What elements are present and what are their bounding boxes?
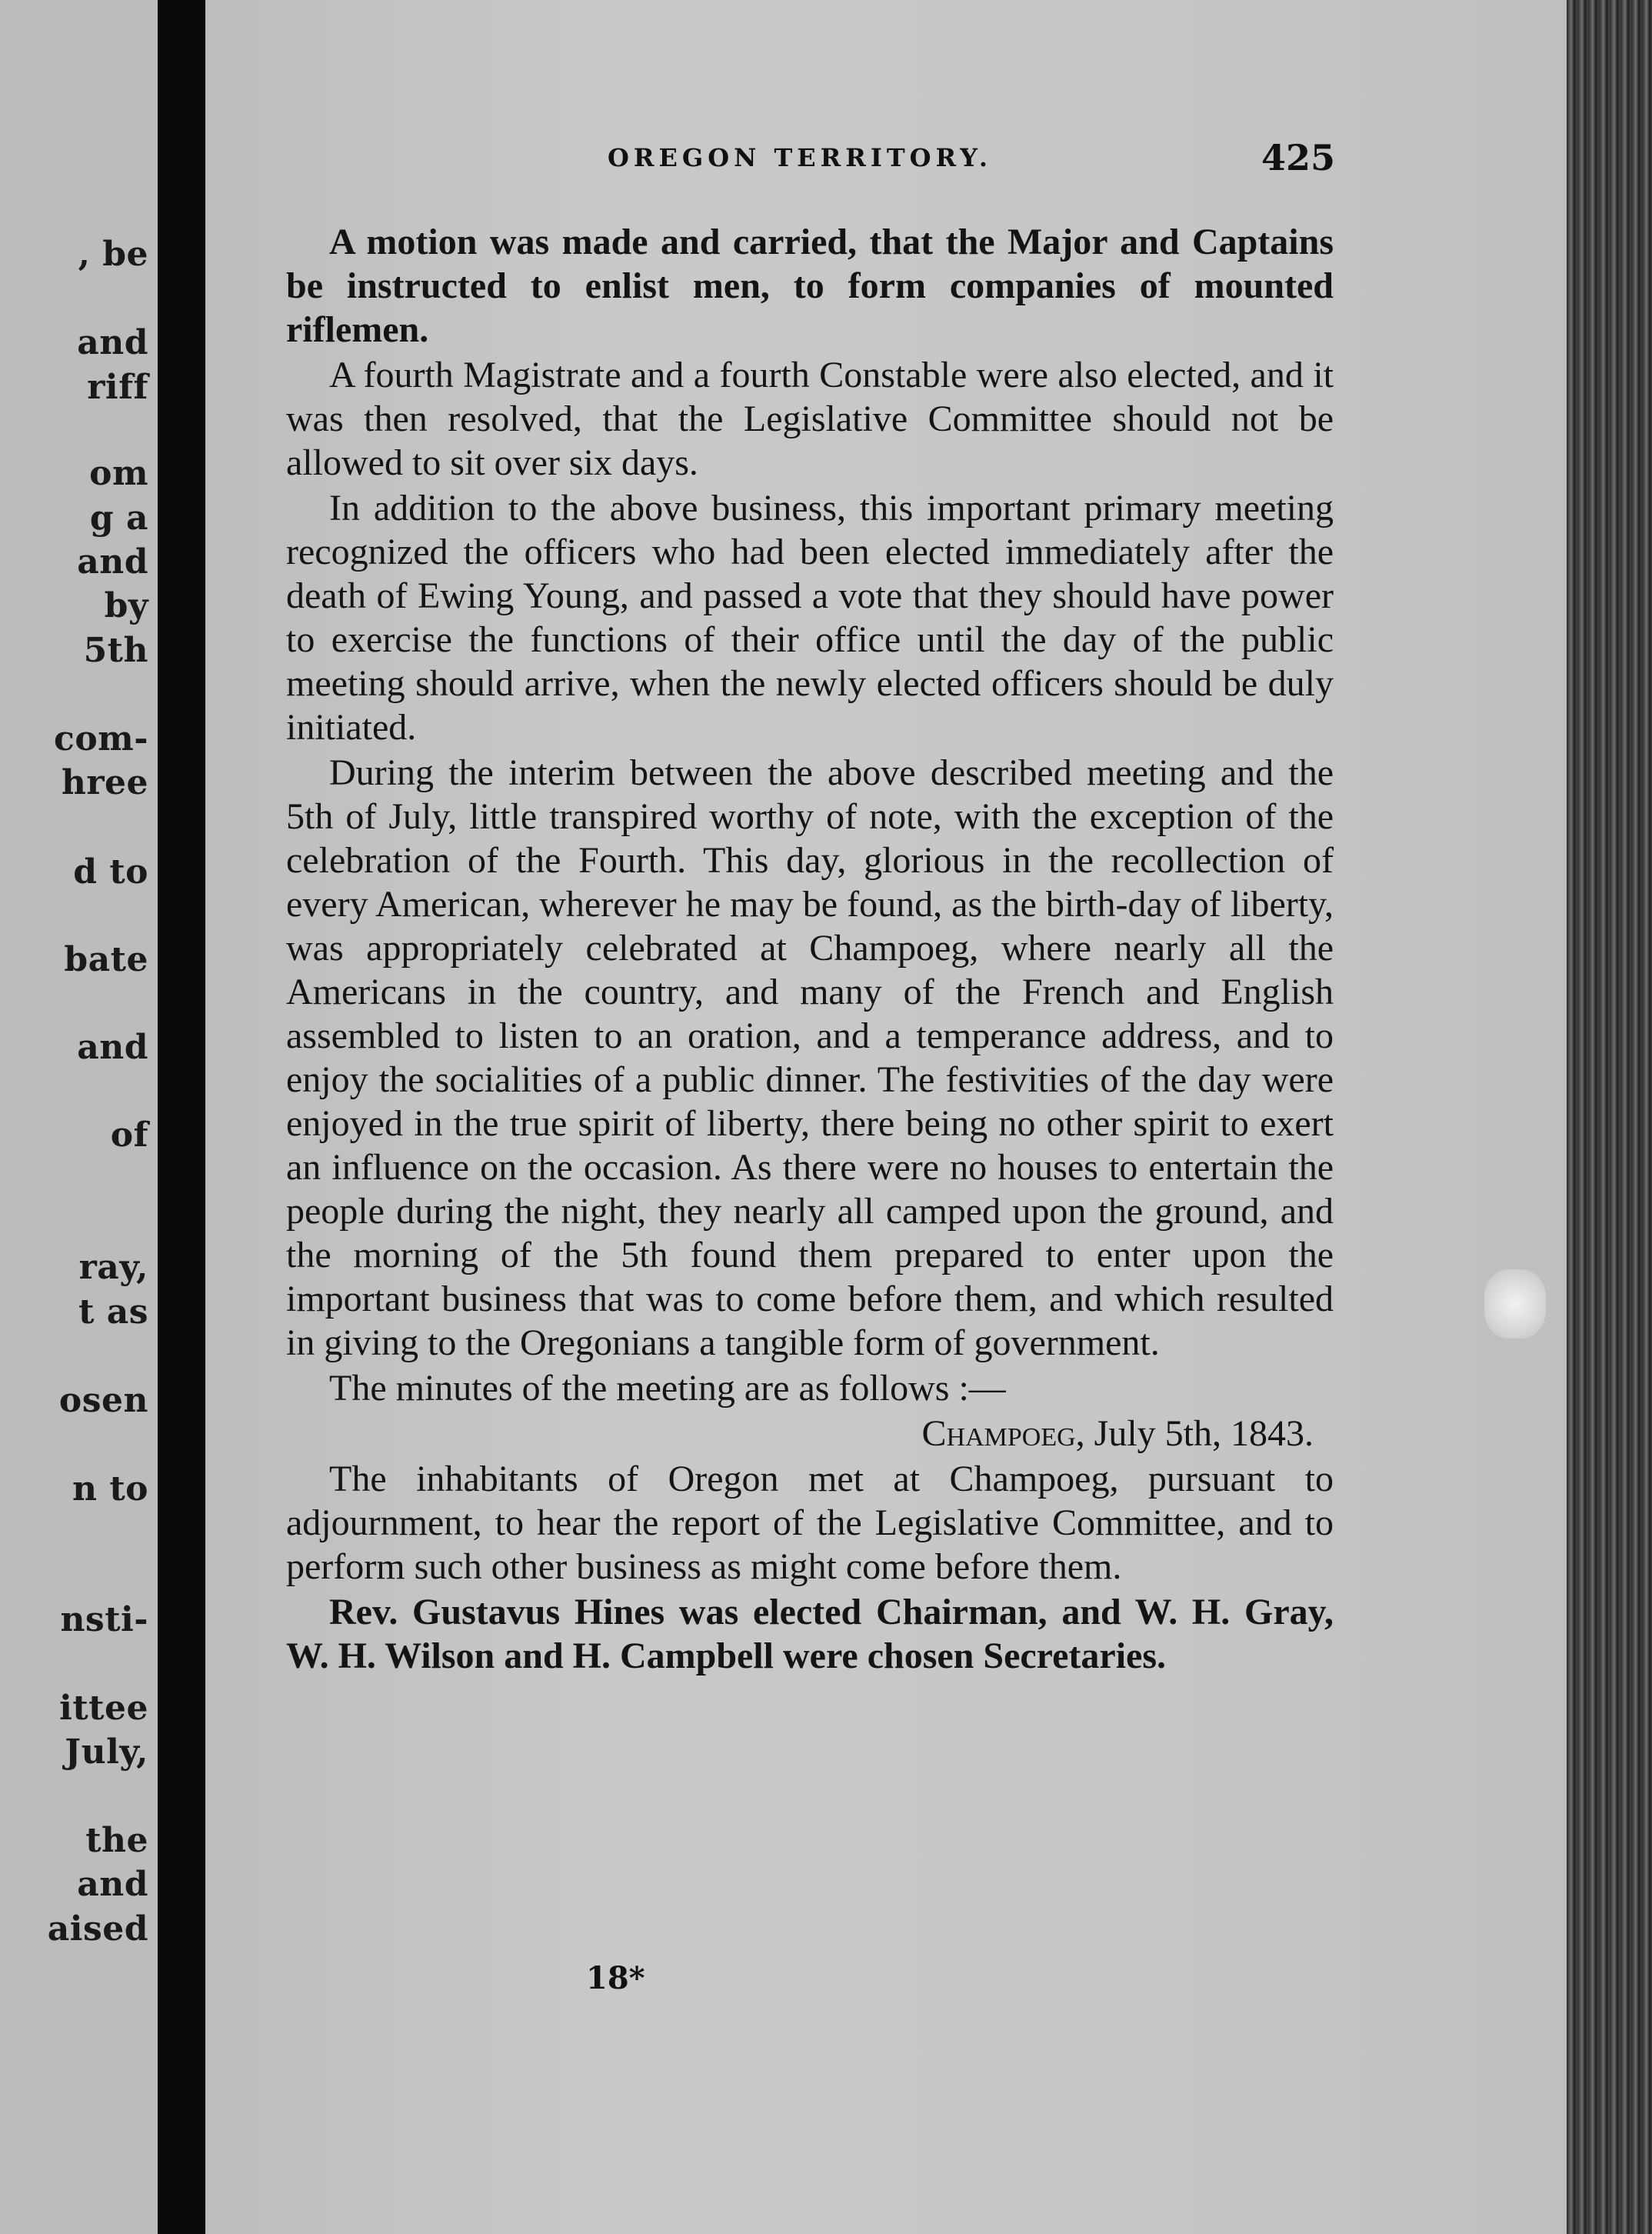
left-page-text-fragment: by (104, 586, 148, 625)
dateline (286, 1412, 1334, 1455)
left-page-text-fragment: hree (61, 763, 148, 802)
paragraph: A fourth Magistrate and a fourth Constable were also elected, and it was then resolved, that the Legislative Committee should not be allowed to sit over six days. (286, 355, 1334, 483)
left-page-text-fragment: ittee (59, 1689, 148, 1728)
signature-mark: 18* (586, 1960, 645, 1996)
left-page-text-fragment: aised (47, 1909, 148, 1949)
paragraph: The minutes of the meeting are as follows :— (329, 1368, 1006, 1409)
left-page-text-fragment: the (85, 1821, 148, 1860)
page-edges (1567, 0, 1652, 2234)
left-page-text-fragment: om (89, 454, 148, 493)
paper-blemish (1484, 1269, 1546, 1339)
paragraph: In addition to the above business, this important primary meeting recognized the officers who had been elected immediately after the death of Ewing Young, and passed a vote that they should have power to exercise the functions of their office until the day of the public meeting should arrive, when the newly elected officers should be duly initiated. (286, 488, 1334, 748)
paragraph: During the interim between the above described meeting and the 5th of July, little transpired worthy of note, with the exception of the celebration of the Fourth. This day, glorious in the recollection of every American, wherever he may be found, as the birth-day of liberty, was appropriately celebrated at Champoeg, where nearly all the Americans in the country, and many of the French and English assembled to listen to an oration, and a temperance address, and to enjoy the socialities of a public dinner. The festivities of the day were enjoyed in the true spirit of liberty, there being no other spirit to exert an influence on the occasion. As there were no houses to entertain the people during the night, they nearly all camped upon the ground, and the morning of the 5th found them prepared to enter upon the important business that was to come before them, and which resulted in giving to the Oregonians a tangible form of government. (286, 752, 1334, 1363)
left-page-text-fragment: g a (89, 498, 148, 538)
left-page-text-fragment: t as (78, 1292, 148, 1332)
left-page-fragment (0, 0, 158, 2234)
left-page-text-fragment: osen (58, 1381, 148, 1420)
left-page-text-fragment: July, (65, 1732, 148, 1772)
left-page-text-fragment: riff (87, 368, 148, 407)
left-page-text-fragment: , be (78, 235, 148, 274)
dateline-place: Champoeg, (921, 1413, 1085, 1454)
left-page-text-fragment: nsti- (60, 1600, 148, 1639)
running-head: OREGON TERRITORY. (608, 143, 992, 172)
body-text (286, 220, 1334, 1679)
left-page-text-fragment: and (77, 323, 148, 362)
left-page-text-fragment: and (77, 1865, 148, 1904)
left-page-text-fragment: and (77, 542, 148, 582)
book-gutter (158, 0, 205, 2234)
left-page-text-fragment: of (110, 1115, 148, 1155)
left-page-text-fragment: n to (72, 1469, 148, 1509)
left-page-text-fragment: com- (54, 719, 148, 759)
left-page-text-fragment: and (77, 1028, 148, 1067)
paragraph: Rev. Gustavus Hines was elected Chairman, and W. H. Gray, W. H. Wilson and H. Campbell were chosen Secretaries. (286, 1592, 1334, 1676)
left-page-text-fragment: d to (73, 852, 148, 892)
left-page-text-fragment: 5th (83, 631, 148, 670)
page-number: 425 (1261, 137, 1336, 178)
paragraph: The inhabitants of Oregon met at Champoeg, pursuant to adjournment, to hear the report of the Legislative Committee, and to perform such other business as might come before them. (286, 1459, 1334, 1587)
left-page-text-fragment: bate (64, 940, 148, 979)
left-page-text-fragment: ray, (78, 1248, 148, 1287)
dateline-date: July 5th, 1843. (1094, 1413, 1314, 1454)
paragraph: A motion was made and carried, that the Major and Captains be instructed to enlist men, to form companies of mounted riflemen. (286, 222, 1334, 350)
